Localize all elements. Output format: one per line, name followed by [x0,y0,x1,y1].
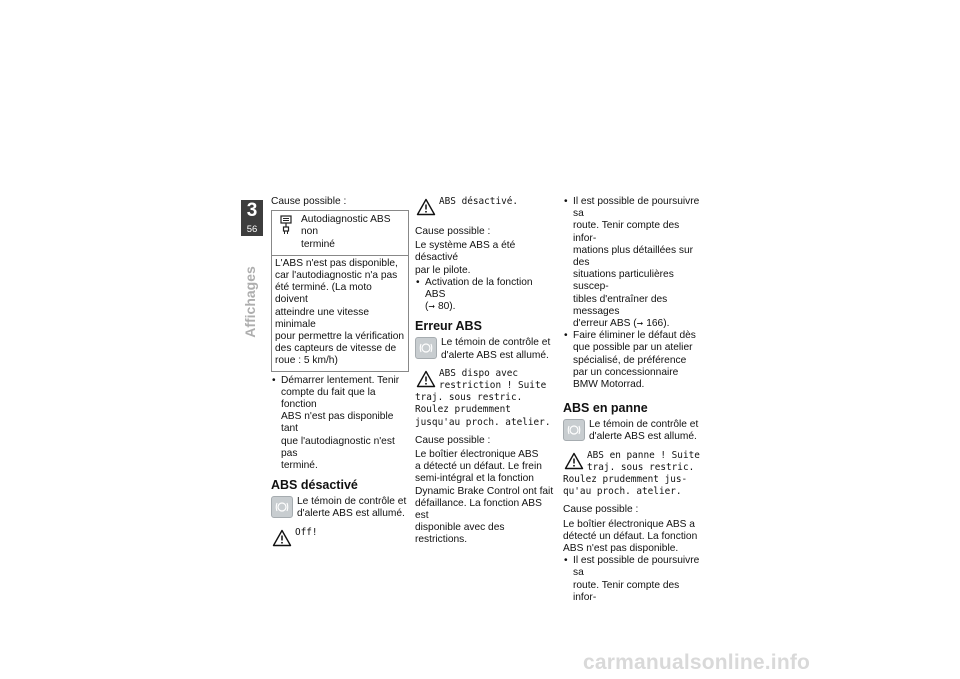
column-2 [415,196,555,547]
page-number: 56 [246,224,258,235]
bullet-list [415,277,555,314]
list-item-line: route. Tenir compte des infor- [573,220,680,244]
list-item-line: par un concessionnaire [573,366,679,378]
list-item-line: • Activation de la fonction ABS [425,276,533,301]
list-item-line: route. Tenir compte des infor- [573,579,680,603]
bullet-list [563,555,705,604]
list-item [271,375,409,473]
indicator-row [415,337,555,361]
section-heading-abs-en-panne: ABS en panne [563,401,648,416]
chapter-tab [241,200,263,236]
list-item-line: situations particulières suscep- [573,269,674,293]
abs-warning-lamp-icon [271,496,293,518]
list-item-line [573,318,705,330]
display-message-block [563,450,705,499]
cause-label: Cause possible : [563,504,639,516]
list-item-line: compte du fait que la fonction [281,386,376,411]
info-box-autodiagnostic [271,210,409,371]
list-item-line: • Faire éliminer le défaut dès [573,330,696,342]
list-item-line: (➞ 80). [425,301,456,313]
section-label: Affichages [242,266,258,338]
cause-text: ABS n'est pas disponible. [563,543,679,555]
list-item-line: que possible par un atelier [573,342,693,354]
page-ref-link[interactable]: 166). [646,318,670,330]
cause-text: disponible avec des restrictions. [415,522,505,546]
cause-text: Le système ABS a été désactivé [415,240,516,264]
box-body-line: des capteurs de vitesse de [275,343,397,355]
list-item-line: terminé. [281,460,318,472]
column-3 [563,196,705,604]
section-heading-erreur-abs: Erreur ABS [415,319,482,334]
list-item-line: tibles d'entraîner des messages [573,293,668,317]
list-item [563,555,705,604]
abs-warning-lamp-icon [415,337,437,359]
indicator-row [563,419,705,443]
display-message: jusqu'au proch. atelier. [415,416,551,428]
display-message: qu'au proch. atelier. [563,486,682,498]
display-message: traj. sous restric. [415,392,523,404]
cause-text: Le boîtier électronique ABS [415,449,539,461]
chapter-number: 3 [246,200,258,221]
warning-triangle-icon [415,196,437,218]
list-item [415,277,555,314]
display-message: ABS désactivé. [439,196,519,207]
cause-text: détecté un défaut. La fonction [563,530,698,542]
page-ref-link[interactable]: 80). [437,301,456,313]
box-body-line: pour permettre la vérification [275,331,405,343]
warning-triangle-icon [415,368,437,390]
cause-text: a détecté un défaut. Le frein [415,461,542,473]
display-row [415,196,555,218]
list-item [563,330,705,391]
list-item-line: ABS n'est pas disponible tant [281,411,394,435]
display-message: ABS en panne ! Suite [587,449,700,461]
list-item-text: d'erreur ABS ( [573,318,637,330]
display-row [271,527,409,549]
abs-warning-lamp-icon [563,419,585,441]
box-body-line: été terminé. (La moto doivent [275,282,372,306]
cause-text: semi-intégral et la fonction [415,473,534,485]
arrow-ref-icon: ➞ [636,319,644,329]
list-item-line: • Il est possible de poursuivre sa [573,555,700,579]
display-message: ABS dispo avec [439,367,519,379]
display-row [415,368,555,392]
list-item-line: spécialisé, de préférence [573,354,687,366]
cause-text: défaillance. La fonction ABS est [415,497,542,522]
display-message: Roulez prudemment jus- [563,474,688,486]
watermark: carmanualsonline.info [583,651,811,674]
list-item-line: BMW Motorrad. [573,379,645,391]
cause-text: par le pilote. [415,264,471,276]
bullet-list [271,375,409,473]
box-title-line-1: Autodiagnostic ABS non [301,214,391,238]
indicator-text: Le témoin de contrôle et [589,419,699,431]
list-item-line: • Il est possible de poursuivre sa [573,196,700,220]
warning-triangle-icon [271,527,293,549]
indicator-text: d'alerte ABS est allumé. [297,508,405,520]
box-title-line-2: terminé [301,238,335,250]
indicator-text: d'alerte ABS est allumé. [441,349,549,361]
column-1 [271,196,409,553]
box-body-line: roue : 5 km/h) [275,355,338,367]
arrow-ref-icon: ➞ [428,302,436,312]
indicator-text: Le témoin de contrôle et [297,496,407,508]
cause-label: Cause possible : [271,196,347,207]
display-row [563,450,705,474]
cause-text: Le boîtier électronique ABS a [563,518,695,530]
cause-text: Dynamic Brake Control ont fait [415,485,554,497]
display-message: restriction ! Suite [439,380,547,392]
display-message-block [415,368,555,429]
display-message: Roulez prudemment [415,404,511,416]
box-body-line: L'ABS n'est pas disponible, [275,257,398,269]
diagnostic-icon [275,214,297,236]
box-body-line: atteindre une vitesse minimale [275,306,370,330]
indicator-row [271,496,409,520]
list-item-line: que l'autodiagnostic n'est pas [281,435,395,459]
list-item-line: • Démarrer lentement. Tenir [281,374,400,386]
cause-label: Cause possible : [415,226,491,237]
list-item [563,196,705,330]
display-message: traj. sous restric. [587,461,695,473]
indicator-text: Le témoin de contrôle et [441,337,551,349]
warning-triangle-icon [563,450,585,472]
display-message: Off! [295,526,318,538]
section-heading-abs-desactive: ABS désactivé [271,478,358,493]
box-body-line: car l'autodiagnostic n'a pas [275,270,398,282]
cause-label: Cause possible : [415,434,491,446]
indicator-text: d'alerte ABS est allumé. [589,431,697,443]
list-item-line: mations plus détaillées sur des [573,244,694,269]
bullet-list [563,196,705,391]
